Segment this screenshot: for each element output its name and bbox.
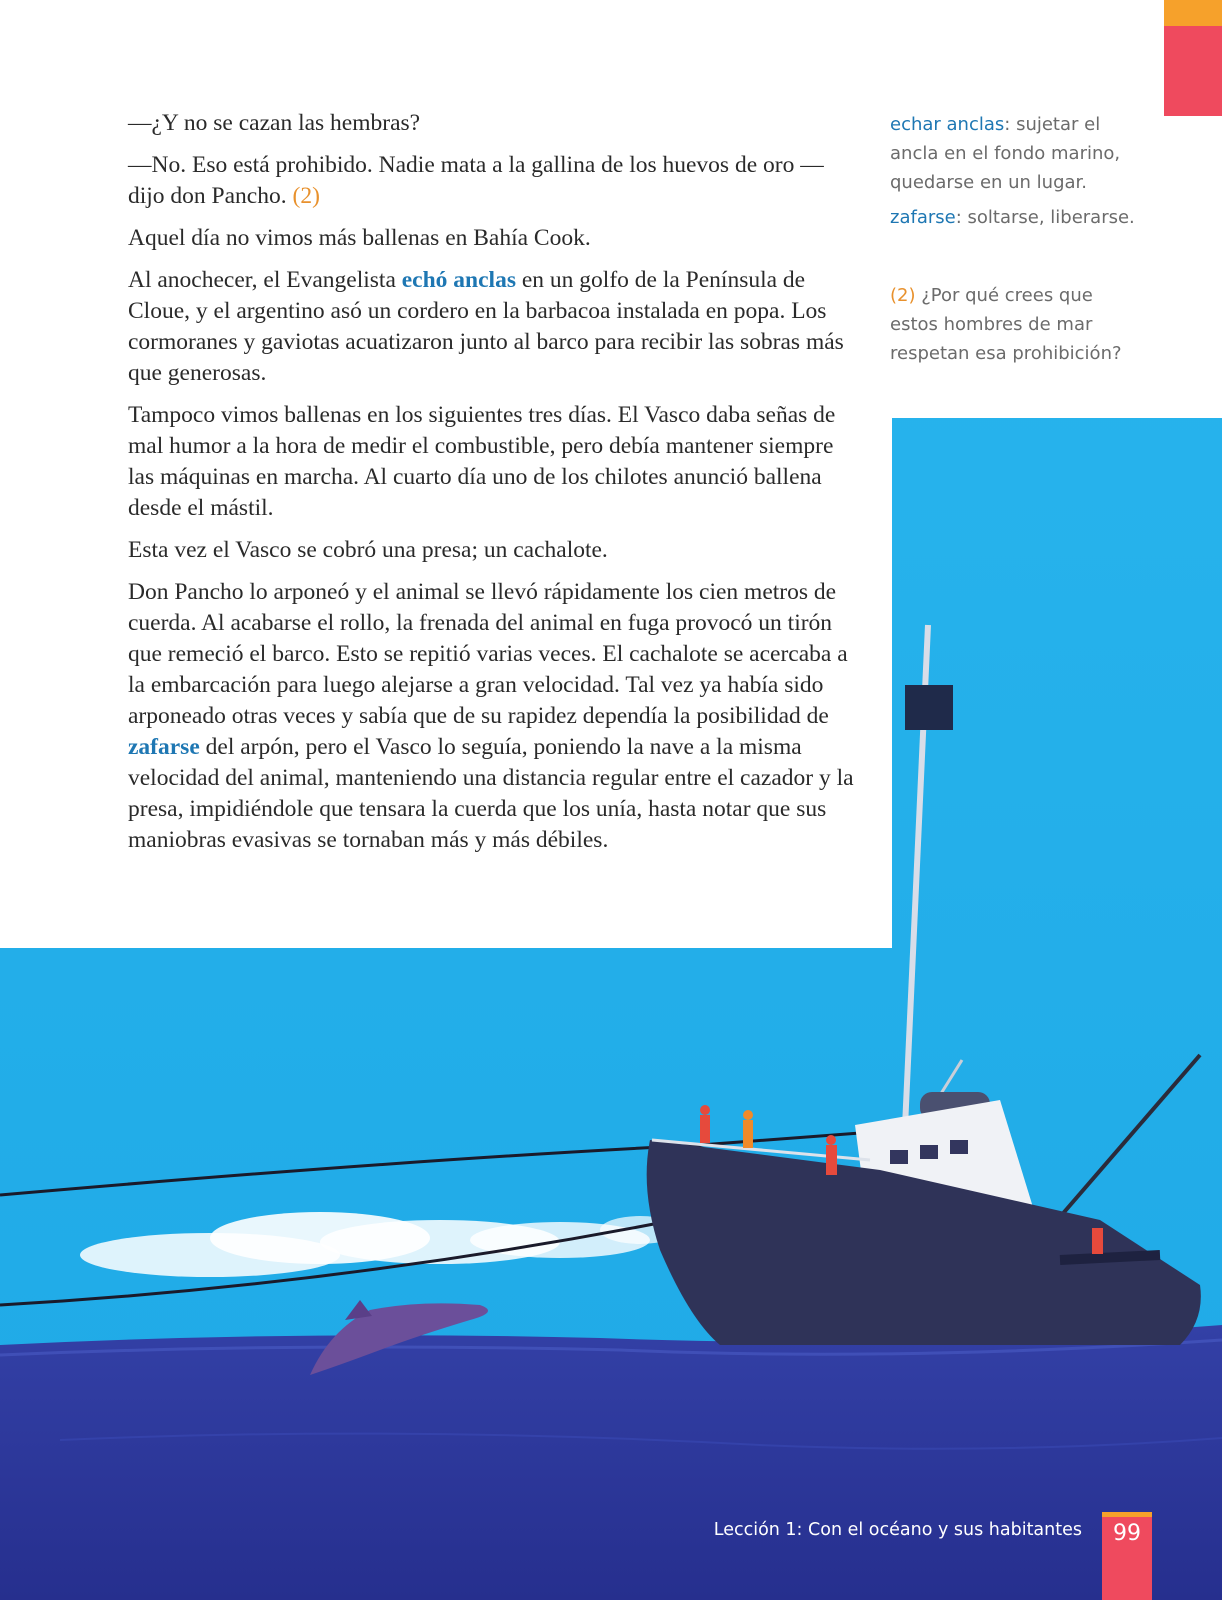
glossary-definition: : soltarse, liberarse.: [955, 207, 1135, 228]
mast-radar: [905, 685, 953, 730]
story-text: [128, 108, 858, 867]
question-text: ¿Por qué crees que estos hombres de mar respetan esa prohibición?: [890, 285, 1122, 364]
paragraph: Tampoco vimos ballenas en los siguientes tres días. El Vasco daba señas de mal humor a la hora de medir el combustible, pero debía mantener siempre las máquinas en marcha. Al cuarto día uno de los chilotes anunció ballena desde el mástil.: [128, 402, 836, 521]
section-tab-orange: [1164, 0, 1222, 26]
glossary-entry: [890, 110, 1140, 197]
glossary-term: zafarse: [890, 207, 956, 228]
paragraph: —¿Y no se cazan las hembras?: [128, 110, 421, 136]
paragraph: Don Pancho lo arponeó y el animal se llevó rápidamente los cien metros de cuerda. Al acabarse el rollo, la frenada del animal en fuga provocó un tirón que remeció el barco. Esto se repitió varias veces. El cachalote se acercaba a la embarcación para luego alejarse a gran velocidad. Tal vez ya había sido arponeado otras veces y sabía que de su rapidez dependía la posibilidad de zafarse del arpón, pero el Vasco lo seguía, poniendo la nave a la misma velocidad del animal, manteniendo una distancia regular entre el cazador y la presa, impidiéndole que tensara la cuerda que los unía, hasta notar que sus maniobras evasivas se tornaban más y más débiles.: [128, 579, 854, 853]
glossary-definition: : sujetar el ancla en el fondo marino, quedarse en un lugar.: [890, 114, 1121, 193]
margin-question: [890, 281, 1140, 368]
paragraph: Esta vez el Vasco se cobró una presa; un cachalote.: [128, 537, 608, 563]
section-tab-red: [1164, 26, 1222, 116]
glossary-entry: [890, 203, 1140, 232]
paragraph: —No. Eso está prohibido. Nadie mata a la gallina de los huevos de oro —dijo don Pancho. (2): [128, 152, 824, 209]
page-number: 99: [1113, 1521, 1141, 1546]
page-number-badge: [1102, 1517, 1152, 1600]
lesson-title: Lección 1: Con el océano y sus habitantes: [713, 1520, 1082, 1540]
glossary-term-highlight: zafarse: [128, 734, 200, 760]
question-number: (2): [890, 285, 916, 306]
glossary: [890, 110, 1140, 238]
paragraph: Al anochecer, el Evangelista echó anclas en un golfo de la Península de Cloue, y el argentino asó un cordero en la barbacoa instalada en popa. Los cormoranes y gaviotas acuatizaron junto al barco para recibir las sobras más que generosas.: [128, 267, 844, 386]
glossary-term-highlight: echó anclas: [401, 267, 516, 293]
glossary-term: echar anclas: [890, 114, 1005, 135]
question-reference: (2): [292, 183, 320, 209]
paragraph: Aquel día no vimos más ballenas en Bahía Cook.: [128, 225, 591, 251]
sea: [0, 1325, 1222, 1600]
